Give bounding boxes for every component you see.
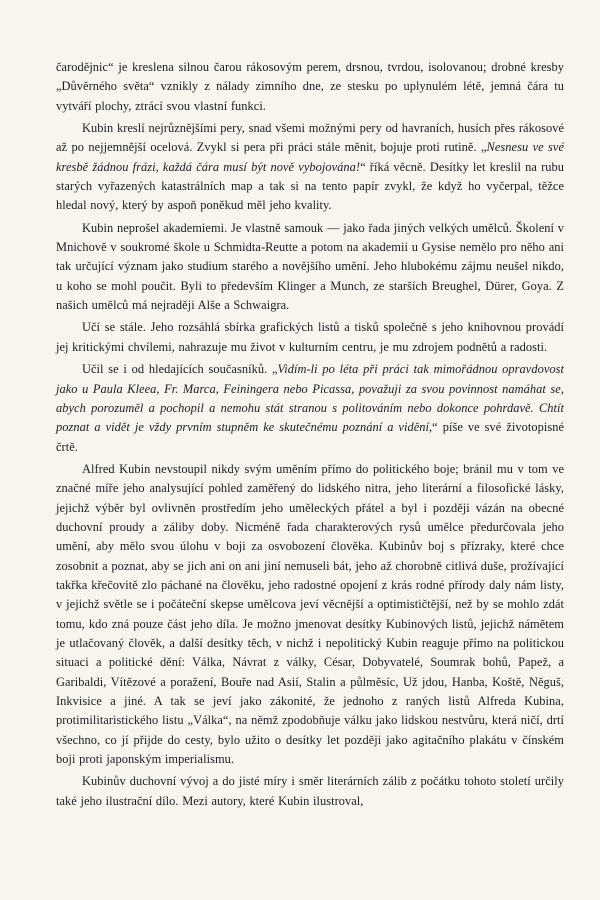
text-run: čarodějnic“ je kreslena silnou čarou rákosovým perem, drsnou, tvrdou, isolovanou; drobné kresby „Důvěrného světa“ vznikly z nálady zimního dne, ze stesku po uplynulém létě, jemná čára tu vytváří plochy, ztrácí svou vlastní funkci. bbox=[56, 60, 564, 113]
paragraph bbox=[56, 772, 564, 811]
quoted-text: Nesnesu ve své kresbě žádnou frázi, každá čára musí být nově vybojována! bbox=[56, 140, 565, 174]
paragraph bbox=[56, 119, 564, 216]
body-text bbox=[56, 58, 564, 811]
paragraph bbox=[56, 360, 564, 457]
text-run: Kubin neprošel akademiemi. Je vlastně samouk — jako řada jiných velkých umělců. Školení v Mnichově v soukromé škole u Schmidta-Reutte a potom na akademii u Gysise nemělo pro něho ani tak určující význam jako studium starého a novějšího umění. Jeho hlubokému zájmu neušel nikdo, u koho se mohl poučit. Byli to především Klinger a Munch, ze starších Breughel, Dürer, Goya. Z našich umělců má nejraději Alše a Schwaigra. bbox=[56, 220, 564, 313]
quoted-text: Vidím-li po léta při práci tak mimořádnou opravdovost jako u Paula Kleea, Fr. Marca, Feiningera nebo Picassa, považuji za svou povinnost namáhat se, abych porozuměl a pochopil a nemohu stát stranou s politováním nebo dokonce pohrdavě. Chtít poznat a vidět je vždy prvním stupněm ke skutečnému poznání a vidění, bbox=[56, 362, 564, 435]
text-run: “ píše ve své životopisné črtě. bbox=[56, 420, 565, 454]
text-run: Kubinův duchovní vývoj a do jisté míry i směr literárních zálib z počátku tohoto století určily také jeho ilustrační dílo. Mezi autory, které Kubin ilustroval, bbox=[56, 774, 564, 808]
text-run: Kubin kreslí nejrůznějšími pery, snad všemi možnými pery od havraních, husích přes rákosové až po nejjemnější ocelová. Zvykl si pera při práci stále měnit, bojuje proti rutině. „ bbox=[56, 121, 564, 155]
paragraph bbox=[56, 460, 564, 770]
text-run: “ říká věcně. Desítky let kreslil na rubu starých vyřazených katastrálních map a tak si na tento papír zvykl, že když ho vyčerpal, těžce hledal nový, který by aspoň poněkud měl jeho kvality. bbox=[56, 159, 564, 213]
paragraph bbox=[56, 219, 564, 316]
text-run: Alfred Kubin nevstoupil nikdy svým uměním přímo do politického boje; bránil mu v tom ve značné míře jeho analysující pohled zaměřený do lidského nitra, jeho literární a filosofické lásky, jejichž výběr byl ovlivněn prostředím jeho uměleckých přátel a byl i později vázán na obecné duchovní proudy a záliby doby. Nicméně řada charakterových rysů umělce předurčovala jeho umění, aby mělo svou úlohu v boji za osvobození člověka. Kubinův boj s přízraky, které chce zosobnit a poznat, aby se jich ani on ani jiní nemuseli bát, jeho až chorobně citlivá duše, prožívající takřka křečovitě zlo páchané na člověku, jeho radostné opojení z krás rodné přírody daly nám listy, v jejichž světle se i počáteční skepse umělcova jeví věcnější a optimističtější, než by se mohlo zdát tomu, kdo zná pouze část jeho díla. Je možno jmenovat desítky Kubinových listů, jejichž námětem je utlačovaný člověk, a další desítky těch, v nichž i nepolitický Kubin reaguje přímo na politickou situaci a politické dění: Válka, Návrat z války, César, Dobyvatelé, Soumrak bohů, Papež, a Garibaldi, Vítězové a poražení, Bouře nad Asií, Stalin a půlměsíc, Už jdou, Hanba, Koště, Něguš, Inkvisice a jiné. A tak se jeví jako zákonité, že jednoho z raných listů Alfreda Kubina, protimilitaristického listu „Válka“, na němž zpodobňuje válku jako lidskou nestvůru, která ničí, drtí všechno, co jí přijde do cesty, bylo užito o desítky let později jako agitačního plakátu v čínském boji proti japonským imperialismu. bbox=[56, 461, 564, 767]
text-run: Učí se stále. Jeho rozsáhlá sbírka grafických listů a tisků společně s jeho knihovnou provádí jej kritickými chvílemi, nahrazuje mu život v kulturním centru, je mu zdrojem podnětů a radosti. bbox=[56, 320, 564, 354]
text-run: Učil se i od hledajících současníků. „ bbox=[82, 362, 278, 377]
paragraph bbox=[56, 318, 564, 357]
paragraph bbox=[56, 58, 564, 116]
